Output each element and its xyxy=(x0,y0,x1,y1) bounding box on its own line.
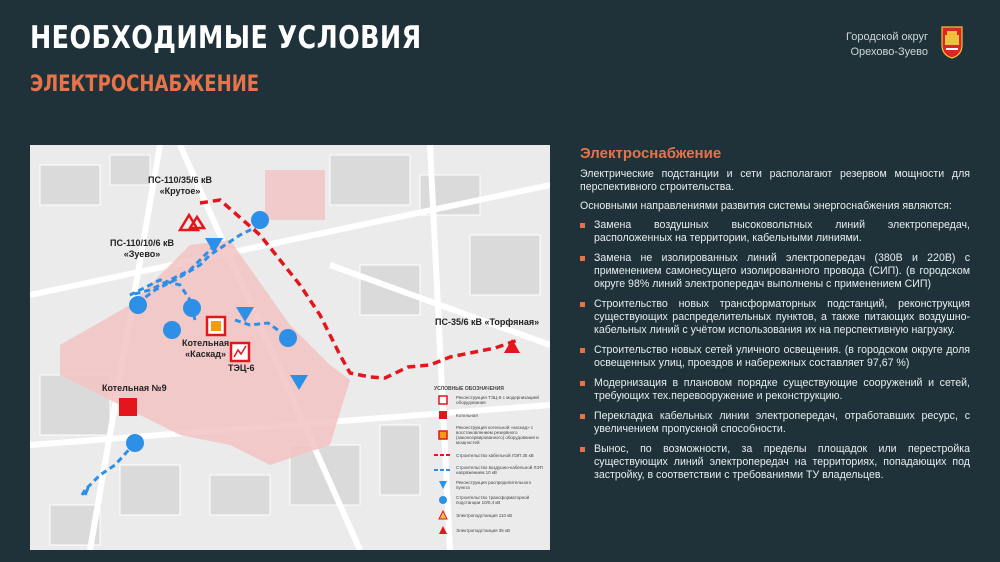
panel-intro-2: Основными направлениями развития системы энергоснабжения являются: xyxy=(580,200,952,212)
page-subtitle: ЭЛЕКТРОСНАБЖЕНИЕ xyxy=(30,72,260,97)
cable-35kv-line-icon xyxy=(434,450,452,460)
legend-item: Реконструкция распределительного пункта xyxy=(434,480,544,490)
label-tec6: ТЭЦ-6 xyxy=(228,363,255,373)
transformer-substation-icon xyxy=(129,296,147,314)
list-item: Замена воздушных высоковольтных линий электропередач, расположенных на территории, кабельными линиями. xyxy=(580,219,970,245)
list-item: Строительство новых сетей уличного освещения. (в городском округе доля освещенных улиц, проездов и набережных составляет 97,67 %) xyxy=(580,344,970,370)
transformer-substation-icon xyxy=(163,321,181,339)
label-ps-zuevo: ПС-110/10/6 кВ «Зуево» xyxy=(110,238,175,259)
list-item: Замена не изолированных линий электропередач (380В и 220В) с применением самонесущего изолированного провода (СИП). (в городском округе 98% линий электропередач выполнены с применением СИП) xyxy=(580,252,970,291)
legend-item: Строительство кабельной ЛЭП 35 кВ xyxy=(434,450,544,460)
org-line-1: Городской округ xyxy=(846,31,928,43)
transformer-substation-icon xyxy=(251,211,269,229)
panel-intro-1: Электрические подстанции и сети располагают резервом мощности для перспективного строительства. xyxy=(580,168,970,193)
transformer-substation-icon xyxy=(183,299,201,317)
list-item: Модернизация в плановом порядке существующие сооружений и сетей, требующих тех.перевооружение и реконструкцию. xyxy=(580,377,970,403)
label-boiler9: Котельная №9 xyxy=(102,383,167,393)
label-ps-torfyanaya: ПС-35/6 кВ «Торфяная» xyxy=(435,317,540,327)
page-title: НЕОБХОДИМЫЕ УСЛОВИЯ xyxy=(30,20,422,56)
bullet-icon xyxy=(580,302,585,307)
bullet-icon xyxy=(580,348,585,353)
boiler-icon xyxy=(119,398,137,416)
list-item: Перекладка кабельных линии электропередач, отработавших ресурс, с увеличением пропускной способности. xyxy=(580,410,970,436)
panel-heading: Электроснабжение xyxy=(580,145,722,162)
transformer-substation-icon xyxy=(434,495,452,505)
bullet-icon xyxy=(580,381,585,386)
bullet-icon xyxy=(580,223,585,228)
info-panel xyxy=(580,147,970,489)
transformer-substation-icon xyxy=(126,434,144,452)
coat-of-arms-icon xyxy=(940,25,964,59)
org-line-2: Орехово-Зуево xyxy=(850,46,928,58)
bullet-icon xyxy=(580,256,585,261)
bullet-icon xyxy=(580,447,585,452)
list-item: Строительство новых трансформаторных подстанций, реконструкция существующих распределительных пунктов, а также питающих воздушно-кабельных линий с учётом использования их на перспективную нагрузку. xyxy=(580,298,970,337)
legend-title: УСЛОВНЫЕ ОБОЗНАЧЕНИЯ xyxy=(434,386,504,392)
boiler-icon xyxy=(434,410,452,420)
label-ps-krutoe: ПС-110/35/6 кВ «Крутое» xyxy=(148,175,213,196)
map-legend xyxy=(434,387,544,540)
boiler-reconstruction-icon xyxy=(434,430,452,440)
legend-item: Реконструкция ТЭЦ-6 с модернизацией оборудования xyxy=(434,395,544,405)
reconstruction-tec-icon xyxy=(434,395,452,405)
substation-110-icon xyxy=(434,510,452,520)
substation-35-icon xyxy=(434,525,452,535)
legend-item: Котельная xyxy=(434,410,544,420)
direction-list xyxy=(580,219,970,482)
bullet-icon xyxy=(580,414,585,419)
electricity-map xyxy=(30,145,550,550)
org-name xyxy=(846,30,928,60)
cable-10kv-line-icon xyxy=(434,465,452,475)
list-item: Вынос, по возможности, за пределы площадок или перестройка существующих линий электропередач на территориях, попадающих под застройку, в соответствии с требованиями ТУ владельцев. xyxy=(580,443,970,482)
industrial-zone-north xyxy=(265,170,325,220)
label-boiler-kaskad: Котельная «Каскад» xyxy=(182,338,230,359)
legend-item: Строительство трансформаторной подстанции 10/0,4 кВ xyxy=(434,495,544,505)
legend-item: Электроподстанция 35 кВ xyxy=(434,525,544,535)
transformer-substation-icon xyxy=(279,329,297,347)
legend-item: Строительство воздушно-кабельной ЛЭП напряжением 10 кВ xyxy=(434,465,544,475)
legend-item: Электроподстанция 110 кВ xyxy=(434,510,544,520)
legend-item: Реконструкция котельной «каскад» с восстановлением резервного (законсервированного) оборудования и мощностей xyxy=(434,425,544,445)
distribution-point-icon xyxy=(434,480,452,490)
